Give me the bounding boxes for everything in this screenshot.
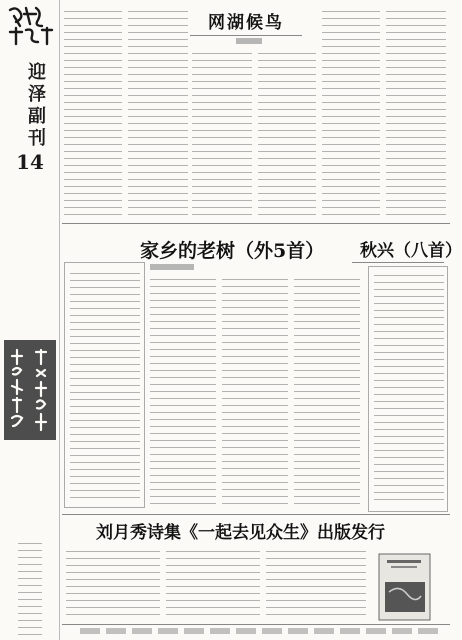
text-column <box>192 50 252 218</box>
section-divider <box>62 223 450 224</box>
text-column <box>386 8 446 218</box>
poem-text-column <box>222 276 288 506</box>
footer-info <box>80 628 440 634</box>
poem-text-column <box>150 276 216 506</box>
text-column <box>64 8 122 218</box>
slogan-banner <box>4 340 56 440</box>
section-divider <box>62 514 450 515</box>
poem-text-column <box>374 272 444 506</box>
text-column <box>66 548 160 620</box>
footer-divider <box>62 624 450 625</box>
slogan-calligraphy-2-icon <box>32 346 50 434</box>
text-column <box>266 548 366 620</box>
text-column <box>258 50 316 218</box>
article-byline-wanghu <box>236 38 262 44</box>
article-title-qiuxing: 秋兴（八首） <box>360 241 462 261</box>
section-title: 迎泽副刊 <box>25 62 46 150</box>
article-title-laoshu: 家乡的老树（外5首） <box>140 240 325 262</box>
article-title-book: 刘月秀诗集《一起去见众生》出版发行 <box>96 523 385 543</box>
article-byline-laoshu <box>150 264 194 270</box>
poem-text-column <box>70 270 140 502</box>
text-column <box>166 548 260 620</box>
page-number: 14 <box>16 150 44 174</box>
title-underline <box>190 35 302 36</box>
edition-info <box>18 540 42 635</box>
text-column <box>128 8 188 218</box>
article-title-wanghu: 网湖候鸟 <box>208 13 284 33</box>
book-cover-icon <box>377 552 432 622</box>
book-cover-image <box>377 552 432 622</box>
title-underline <box>352 262 444 263</box>
masthead-logo-icon <box>6 4 56 46</box>
text-column <box>322 8 380 218</box>
newspaper-logo <box>6 4 56 46</box>
slogan-calligraphy-1-icon <box>8 346 26 434</box>
poem-text-column <box>294 276 360 506</box>
